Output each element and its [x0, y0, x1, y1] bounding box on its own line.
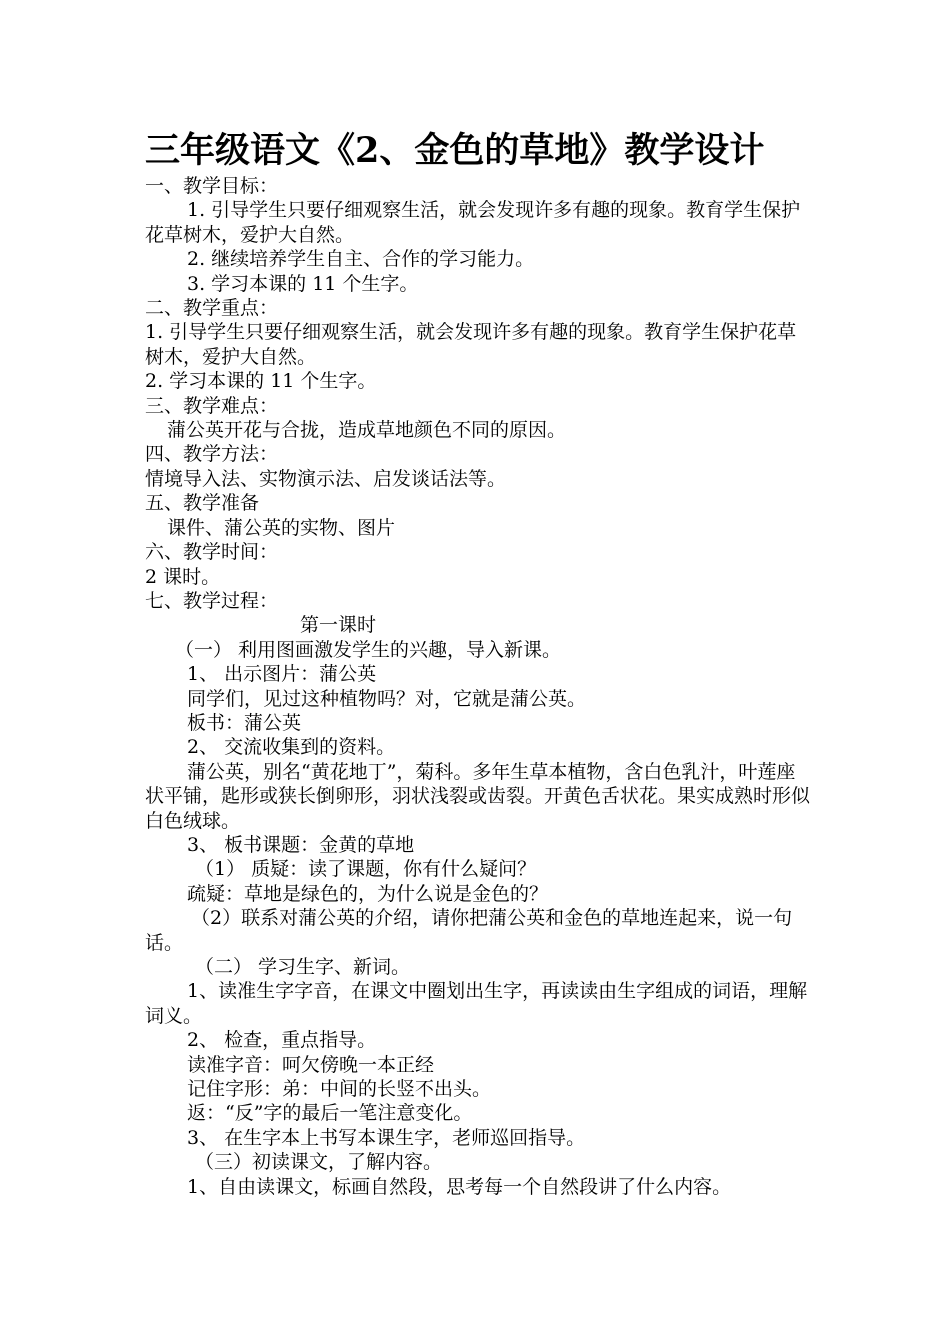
part1-line-7: （1） 质疑：读了课题，你有什么疑问？ — [195, 858, 537, 881]
part1-line-1: 1、 出示图片：蒲公英 — [187, 663, 377, 686]
section-heading-methods: 四、教学方法： — [145, 443, 279, 466]
part2-line-1: 1、读准生字字音，在课文中圈划出生字，再读读由生字组成的词语，理解词义。 — [145, 980, 808, 1027]
part1-heading: （一） 利用图画激发学生的兴趣，导入新课。 — [175, 638, 562, 661]
part2-heading: （二） 学习生字、新词。 — [195, 956, 411, 978]
part1-line-2: 同学们，见过这种植物吗？对，它就是蒲公英。 — [187, 687, 587, 710]
part1-line-6: 3、 板书课题：金黄的草地 — [187, 833, 415, 856]
part1-line-3: 板书：蒲公英 — [187, 711, 302, 734]
lesson-label: 第一课时 — [300, 614, 377, 637]
methods-text: 情境导入法、实物演示法、启发谈话法等。 — [145, 467, 507, 490]
section-heading-difficulties: 三、教学难点： — [145, 394, 279, 417]
objective-1: 1. 引导学生只要仔细观察生活，就会发现许多有趣的现象。教育学生保护花草树木，爱护大自然。 — [145, 199, 801, 246]
part3-line-1: 1、自由读课文，标画自然段，思考每一个自然段讲了什么内容。 — [187, 1175, 732, 1198]
document-title: 三年级语文《2、金色的草地》教学设计 — [145, 130, 765, 171]
objective-3: 3. 学习本课的 11 个生字。 — [187, 272, 419, 295]
difficulty-text: 蒲公英开花与合拢，造成草地颜色不同的原因。 — [167, 419, 567, 442]
section-heading-process: 七、教学过程： — [145, 589, 279, 612]
part2-line-5: 返：“反”字的最后一笔注意变化。 — [187, 1102, 473, 1125]
section-heading-objectives: 一、教学目标： — [145, 175, 279, 197]
key-point-2: 2. 学习本课的 11 个生字。 — [145, 370, 377, 393]
part1-line-8: 疏疑：草地是绿色的，为什么说是金色的？ — [187, 882, 549, 905]
document-page — [145, 128, 815, 1199]
section-heading-preparation: 五、教学准备 — [145, 492, 260, 515]
time-text: 2 课时。 — [145, 565, 221, 588]
part2-line-2: 2、 检查，重点指导。 — [187, 1029, 377, 1052]
section-heading-key-points: 二、教学重点： — [145, 297, 279, 320]
part1-line-9: （2）联系对蒲公英的介绍，请你把蒲公英和金色的草地连起来，说一句话。 — [145, 907, 793, 954]
section-heading-time: 六、教学时间： — [145, 541, 279, 564]
part2-line-4: 记住字形：弟：中间的长竖不出头。 — [187, 1078, 492, 1101]
preparation-text: 课件、蒲公英的实物、图片 — [167, 516, 396, 539]
part1-line-5: 蒲公英，别名“黄花地丁”，菊科。多年生草本植物，含白色乳汁，叶莲座状平铺，匙形或狭长倒卵形，羽状浅裂或齿裂。开黄色舌状花。果实成熟时形似白色绒球。 — [145, 760, 811, 832]
part2-line-6: 3、 在生字本上书写本课生字，老师巡回指导。 — [187, 1126, 586, 1149]
part1-line-4: 2、 交流收集到的资料。 — [187, 736, 396, 759]
key-point-1: 1. 引导学生只要仔细观察生活，就会发现许多有趣的现象。教育学生保护花草树木，爱护大自然。 — [145, 321, 797, 368]
part3-heading: （三）初读课文，了解内容。 — [195, 1151, 443, 1174]
objective-2: 2. 继续培养学生自主、合作的学习能力。 — [187, 248, 535, 271]
part2-line-3: 读准字音：呵欠傍晚一本正经 — [187, 1053, 435, 1076]
